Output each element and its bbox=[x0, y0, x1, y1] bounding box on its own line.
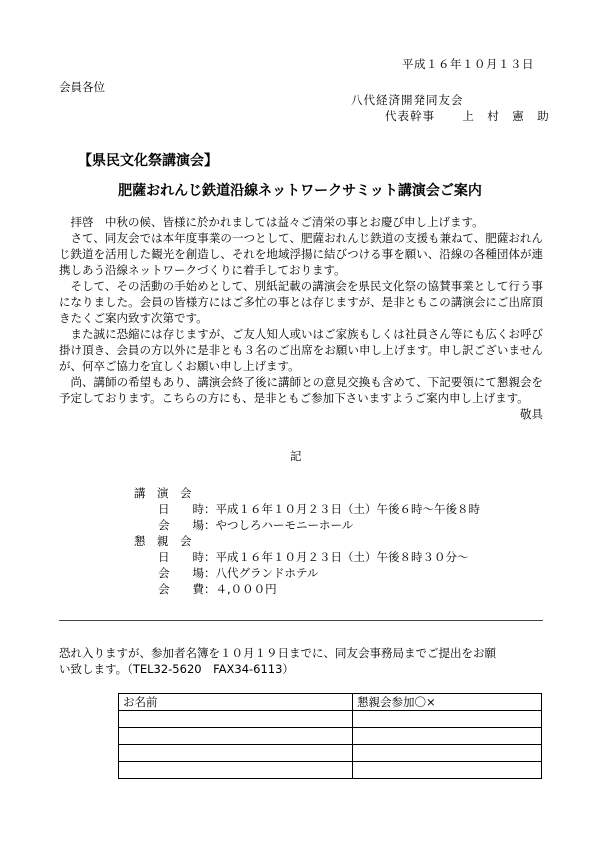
lecture-heading: 講 演 会 bbox=[134, 486, 192, 500]
lecture-datetime: 日 時：平成１６年１０月２３日（土）午後６時～午後８時 bbox=[158, 502, 480, 516]
name-cell[interactable] bbox=[119, 745, 353, 762]
request-line: い致します。（TEL32-5620 FAX34-6113） bbox=[59, 662, 294, 676]
ki-heading: 記 bbox=[290, 449, 302, 463]
party-cell[interactable] bbox=[353, 745, 542, 762]
party-cell[interactable] bbox=[353, 762, 542, 779]
closing: 敬具 bbox=[520, 407, 543, 421]
submission-request bbox=[59, 645, 543, 677]
sender-name: 上 村 憲 助 bbox=[462, 109, 550, 123]
table-row bbox=[119, 711, 542, 728]
table-header-row bbox=[119, 694, 542, 711]
name-cell[interactable] bbox=[119, 711, 353, 728]
section-title: 【県民文化祭講演会】 bbox=[78, 153, 218, 169]
event-details bbox=[134, 485, 480, 597]
body-paragraph: そして、その活動の手始めとして、別紙記載の講演会を県民文化祭の協賛事業として行う事になりました。会員の皆様方にはご多忙の事とは存じますが、是非ともこの講演会にご出席頂きたくご案内致す次第です。 bbox=[59, 279, 543, 325]
lecture-venue: 会 場：やつしろハーモニーホール bbox=[158, 518, 354, 532]
body-paragraph: 尚、講師の希望もあり、講演会終了後に講師との意見交換も含めて、下記要領にて懇親会を予定しております。こちらの方にも、是非ともご参加下さいますようご案内申し上げます。 bbox=[59, 375, 543, 405]
request-line: 恐れ入りますが、参加者名簿を１０月１９日までに、同友会事務局までご提出をお願 bbox=[59, 646, 496, 660]
party-venue: 会 場：八代グランドホテル bbox=[158, 566, 319, 580]
table-row bbox=[119, 728, 542, 745]
divider bbox=[59, 620, 543, 621]
party-fee: 会 費：４,０００円 bbox=[158, 582, 277, 596]
document-date: 平成１６年１０月１３日 bbox=[402, 57, 534, 71]
column-header-name: お名前 bbox=[119, 694, 353, 711]
party-heading: 懇 親 会 bbox=[134, 534, 192, 548]
participant-form-table bbox=[118, 693, 542, 779]
column-header-party: 懇親会参加〇× bbox=[353, 694, 542, 711]
letter-body bbox=[59, 214, 543, 422]
recipient: 会員各位 bbox=[59, 80, 105, 94]
body-paragraph: また誠に恐縮には存じますが、ご友人知人或いはご家族もしくは社員さん等にも広くお呼び掛け頂き、会員の方以外に是非とも３名のご出席をお願い申し上げます。申し訳ございませんが、何卒ご協力を宜しくお願い申し上げます。 bbox=[59, 327, 543, 373]
body-paragraph-greeting: 拝啓 中秋の候、皆様に於かれましては益々ご清栄の事とお慶び申し上げます。 bbox=[70, 215, 484, 229]
name-cell[interactable] bbox=[119, 728, 353, 745]
name-cell[interactable] bbox=[119, 762, 353, 779]
table-row bbox=[119, 762, 542, 779]
sender-representative bbox=[385, 108, 550, 124]
party-cell[interactable] bbox=[353, 711, 542, 728]
sender-title: 代表幹事 bbox=[385, 109, 435, 123]
table-row bbox=[119, 745, 542, 762]
party-datetime: 日 時：平成１６年１０月２３日（土）午後８時３０分～ bbox=[158, 550, 469, 564]
body-paragraph: さて、同友会では本年度事業の一つとして、肥薩おれんじ鉄道の支援も兼ねて、肥薩おれんじ鉄道を活用した観光を創造し、それを地域浮揚に結びつける事を願い、沿線の各種団体が連携しあう沿線ネットワークづくりに着手しております。 bbox=[59, 231, 543, 277]
party-cell[interactable] bbox=[353, 728, 542, 745]
sender-organization: 八代経済開発同友会 bbox=[351, 93, 464, 107]
main-title: 肥薩おれんじ鉄道沿線ネットワークサミット講演会ご案内 bbox=[118, 183, 482, 199]
